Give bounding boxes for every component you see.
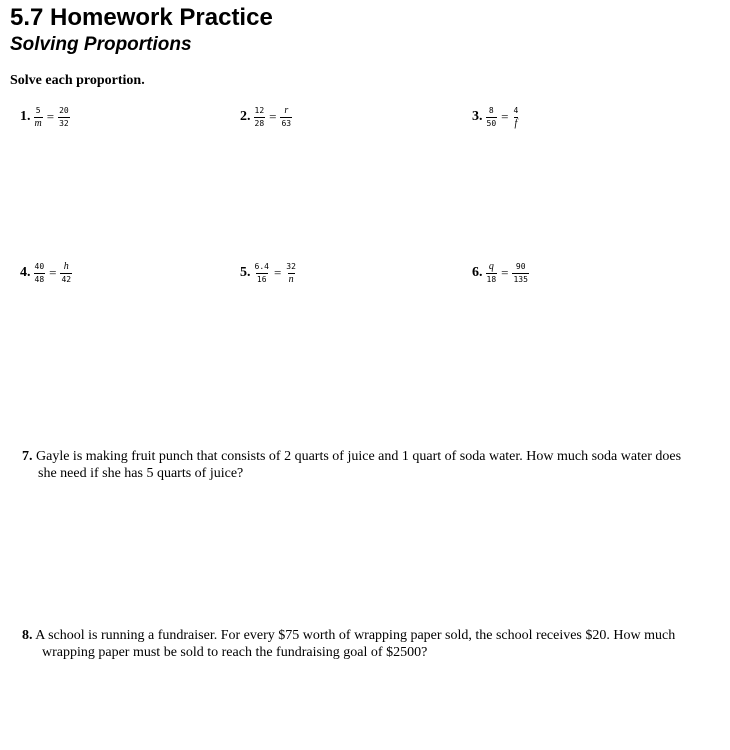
right-fraction bbox=[511, 262, 529, 285]
left-fraction bbox=[33, 106, 44, 129]
denominator: 18 bbox=[486, 274, 497, 284]
problem-number: 6. bbox=[472, 265, 483, 280]
denominator: f bbox=[514, 117, 518, 129]
numerator: 8 bbox=[488, 105, 494, 115]
word-problem-text-line2: she need if she has 5 quarts of juice? bbox=[38, 466, 244, 481]
denominator: 32 bbox=[59, 118, 69, 128]
denominator: 16 bbox=[256, 274, 267, 284]
word-problem-text-line1: Gayle is making fruit punch that consists of 2 quarts of juice and 1 quart of soda water. How much soda water does bbox=[36, 449, 682, 464]
numerator: h bbox=[63, 260, 69, 272]
left-fraction bbox=[33, 262, 47, 285]
numerator: 12 bbox=[254, 105, 265, 115]
right-fraction bbox=[511, 106, 520, 129]
word-problem-number: 7. bbox=[22, 449, 33, 464]
problem-number: 2. bbox=[240, 109, 251, 124]
word-problem-8 bbox=[22, 627, 702, 661]
numerator: 32 bbox=[286, 261, 296, 271]
problem-2 bbox=[240, 102, 293, 132]
right-fraction bbox=[57, 106, 71, 129]
page-title: 5.7 Homework Practice bbox=[10, 4, 273, 31]
denominator: 50 bbox=[486, 118, 497, 128]
equals-sign: = bbox=[49, 265, 57, 280]
problem-4 bbox=[20, 258, 73, 288]
numerator: 40 bbox=[34, 261, 45, 271]
word-problem-text-line2: wrapping paper must be sold to reach the fundraising goal of $2500? bbox=[42, 645, 428, 660]
problem-number: 5. bbox=[240, 265, 251, 280]
denominator: 63 bbox=[281, 118, 292, 128]
problem-number: 3. bbox=[472, 109, 483, 124]
denominator: m bbox=[34, 117, 42, 129]
left-fraction bbox=[253, 262, 271, 285]
numerator: 90 bbox=[515, 261, 526, 271]
problem-number: 4. bbox=[20, 265, 31, 280]
left-fraction bbox=[485, 106, 499, 129]
right-fraction bbox=[59, 262, 73, 285]
right-fraction bbox=[284, 262, 298, 285]
problem-5 bbox=[240, 258, 298, 288]
right-fraction bbox=[279, 106, 293, 129]
numerator: 4 bbox=[513, 105, 519, 115]
left-fraction bbox=[253, 106, 267, 129]
equals-sign: = bbox=[501, 265, 509, 280]
problem-6 bbox=[472, 258, 530, 288]
page-subtitle: Solving Proportions bbox=[10, 34, 192, 55]
word-problem-text-line1: A school is running a fundraiser. For every $75 worth of wrapping paper sold, the school receives $20. How much bbox=[35, 628, 676, 643]
problem-number: 1. bbox=[20, 109, 31, 124]
equals-sign: = bbox=[501, 109, 509, 124]
numerator: r bbox=[284, 104, 289, 116]
denominator: 48 bbox=[34, 274, 45, 284]
left-fraction bbox=[485, 262, 499, 285]
denominator: 135 bbox=[513, 274, 528, 284]
problem-3 bbox=[472, 102, 520, 132]
word-problem-number: 8. bbox=[22, 628, 33, 643]
numerator: 20 bbox=[59, 105, 69, 115]
instructions: Solve each proportion. bbox=[10, 73, 145, 88]
denominator: n bbox=[288, 273, 294, 285]
denominator: 42 bbox=[61, 274, 72, 284]
word-problem-7 bbox=[22, 448, 702, 482]
equals-sign: = bbox=[273, 265, 282, 280]
numerator: 5 bbox=[35, 105, 41, 115]
numerator: q bbox=[488, 260, 494, 272]
equals-sign: = bbox=[269, 109, 277, 124]
equals-sign: = bbox=[46, 109, 55, 124]
denominator: 28 bbox=[254, 118, 265, 128]
numerator: 6.4 bbox=[254, 261, 269, 271]
problem-1 bbox=[20, 102, 71, 132]
